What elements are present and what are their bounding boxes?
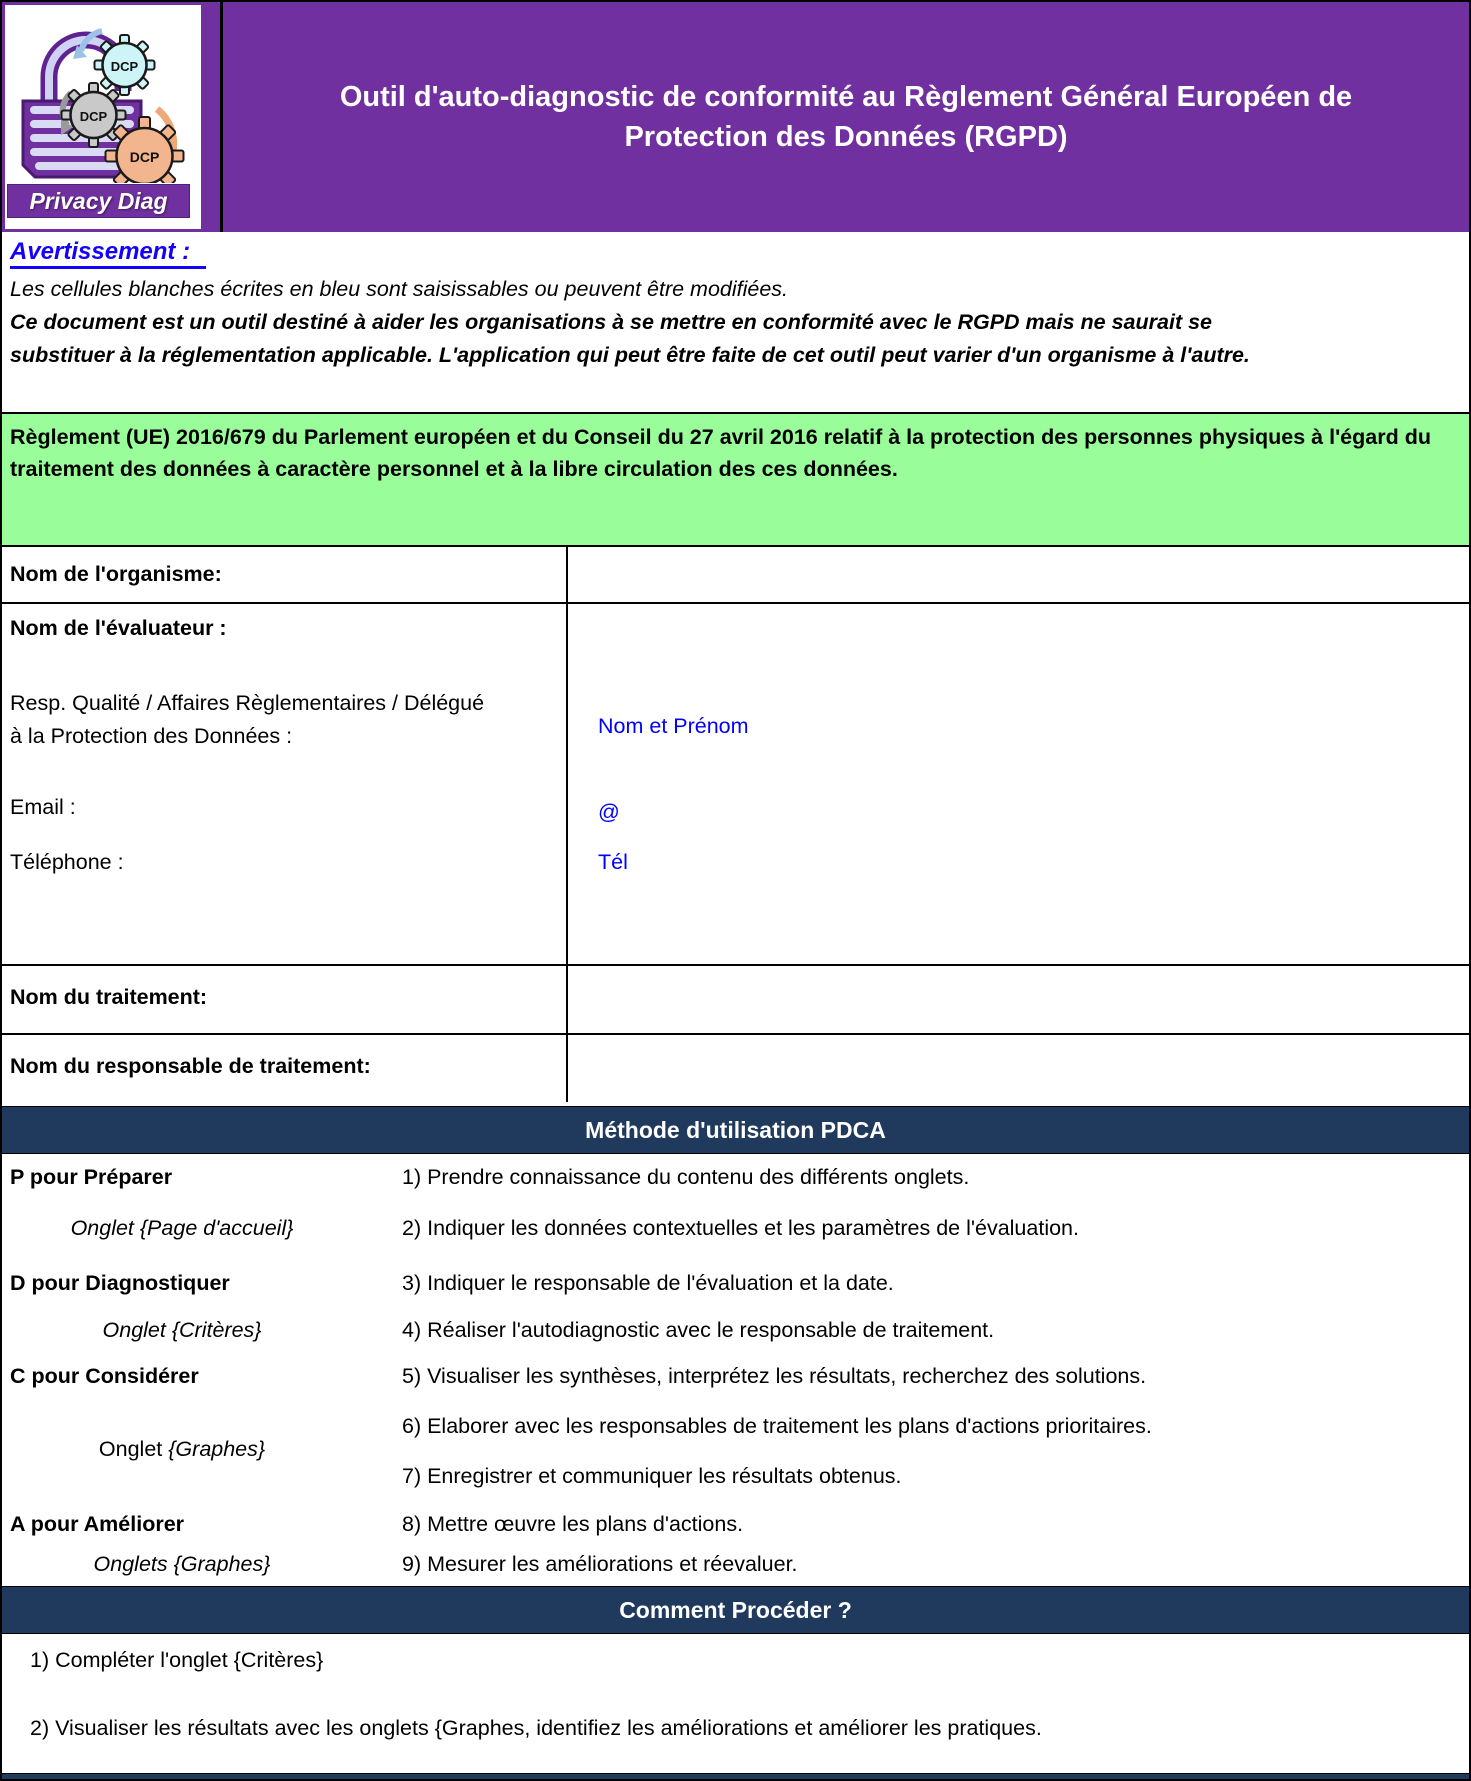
pdca-tab-label: Onglet {Graphes} [98,1437,266,1461]
pdca-phase-label: A pour Améliorer [10,1512,185,1536]
page-title-line1: Outil d'auto-diagnostic de conformité au Règlement Général Européen de [339,81,1353,113]
pdca-tab-label: Onglet {Page d'accueil} [70,1216,294,1240]
page-title-line2: Protection des Données (RGPD) [624,121,1068,153]
header-banner [2,2,1469,232]
pdca-method-table [2,1154,1469,1586]
responsable-input-cell[interactable] [570,1035,1469,1102]
warning-section [2,232,1469,412]
email-label: Email : [10,795,76,819]
row-evaluateur [2,604,1469,966]
gear-label: DCP [129,149,160,165]
pdca-phase-label: D pour Diagnostiquer [10,1271,230,1295]
pdca-instruction: 2) Indiquer les données contextuelles et les paramètres de l'évaluation. [402,1216,1079,1240]
row-organisme [2,547,1469,604]
row-traitement [2,966,1469,1035]
pdca-instruction: 7) Enregistrer et communiquer les résultats obtenus. [402,1464,902,1488]
pdca-tab-label: Onglet {Critères} [102,1318,262,1342]
procede-section-header [2,1586,1469,1634]
gear-dcp-gray-icon [62,83,126,147]
gear-dcp-cyan-icon [95,35,155,95]
logo-caption: Privacy Diag [7,184,190,218]
evaluateur-name-input[interactable]: Nom et Prénom [598,714,749,738]
pdca-section-title: Méthode d'utilisation PDCA [585,1116,886,1143]
bottom-navy-strip [2,1773,1469,1781]
pdca-tab-label: Onglets {Graphes} [93,1552,271,1576]
traitement-label: Nom du traitement: [10,985,208,1009]
privacy-diag-logo [5,5,201,229]
evaluateur-sublabel: Resp. Qualité / Affaires Règlementaires / Délégué à la Protection des Données : [10,691,485,748]
row-responsable [2,1035,1469,1102]
gear-label: DCP [79,109,108,124]
pdca-instruction: 1) Prendre connaissance du contenu des différents onglets. [402,1165,970,1189]
gear-label: DCP [110,59,139,74]
warning-heading: Avertissement : [10,238,206,269]
pdca-instruction: 9) Mesurer les améliorations et réevaluer. [402,1552,798,1576]
pdca-instruction: 6) Elaborer avec les responsables de traitement les plans d'actions prioritaires. [402,1414,1152,1438]
warning-disclaimer-text: Ce document est un outil destiné à aider les organisations à se mettre en conformité avec le RGPD mais ne saurait se substituer à la réglementation applicable. L'application qui peut être faite de cet outil peut varier d'un organisme à l'autre. [10,310,1250,367]
warning-intro-text: Les cellules blanches écrites en bleu sont saisissables ou peuvent être modifiées. [10,277,789,301]
context-form-table [2,547,1469,1106]
regulation-banner: Règlement (UE) 2016/679 du Parlement européen et du Conseil du 27 avril 2016 relatif à la protection des personnes physiques à l'égard du traitement des données à caractère personnel et à la libre circulation des ces données. [2,412,1469,547]
responsable-label: Nom du responsable de traitement: [10,1054,371,1078]
pdca-section-header [2,1106,1469,1154]
padlock-gears-icon [7,5,199,183]
pdca-instruction: 3) Indiquer le responsable de l'évaluation et la date. [402,1271,894,1295]
pdca-instruction: 8) Mettre œuvre les plans d'actions. [402,1512,744,1536]
page-title [340,77,1352,157]
procede-steps [2,1634,1469,1775]
procede-step: 1) Compléter l'onglet {Critères} [30,1648,324,1672]
organisme-input-cell[interactable] [570,547,1469,602]
telephone-input[interactable]: Tél [598,850,628,874]
procede-section-title: Comment Procéder ? [619,1596,852,1623]
pdca-instruction: 4) Réaliser l'autodiagnostic avec le responsable de traitement. [402,1318,995,1342]
pdca-instruction: 5) Visualiser les synthèses, interprétez les résultats, recherchez des solutions. [402,1364,1147,1388]
pdca-phase-label: C pour Considérer [10,1364,199,1388]
traitement-input-cell[interactable] [570,966,1469,1033]
evaluateur-label: Nom de l'évaluateur : [10,616,227,640]
telephone-label: Téléphone : [10,850,124,874]
organisme-label: Nom de l'organisme: [10,562,222,586]
procede-step: 2) Visualiser les résultats avec les onglets {Graphes, identifiez les améliorations et améliorer les pratiques. [30,1716,1042,1740]
email-input[interactable]: @ [598,800,620,824]
pdca-phase-label: P pour Préparer [10,1165,173,1189]
